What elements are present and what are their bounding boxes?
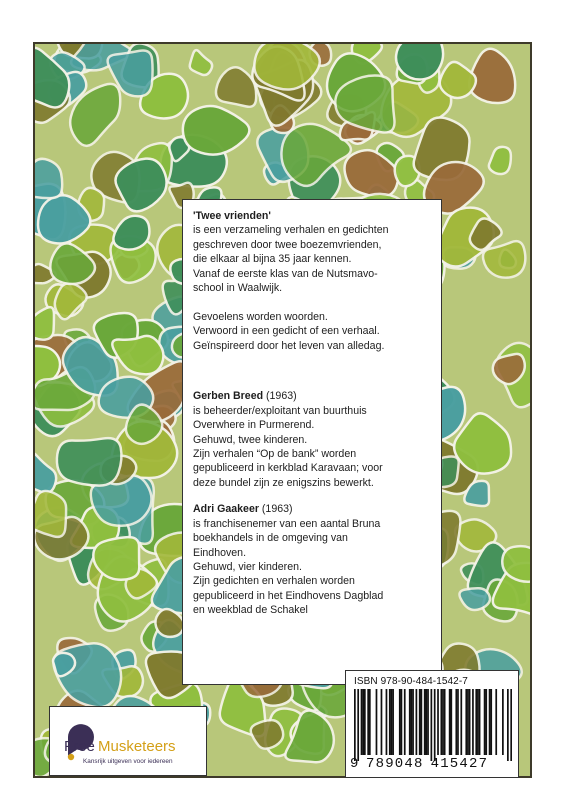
intro-line: school in Waalwijk. <box>193 282 283 295</box>
bio-line: is franchisenemer van een aantal Bruna <box>193 517 381 530</box>
ean-first-digit: 9 <box>350 756 359 772</box>
barcode-bar <box>426 689 428 755</box>
barcode-bar <box>389 689 391 755</box>
intro-line: is een verzameling verhalen en gedichten <box>193 224 389 237</box>
barcode-bar <box>421 689 423 755</box>
bio-line: boekhandels in de omgeving van <box>193 532 348 545</box>
barcode-bar <box>362 689 364 755</box>
pattern-blob <box>216 67 256 107</box>
brand-name-free: Free <box>64 738 95 755</box>
barcode-bar <box>419 689 421 755</box>
barcode-bar <box>381 689 383 755</box>
barcode-bar <box>357 689 359 761</box>
intro-line: die elkaar al bijna 35 jaar kennen. <box>193 253 352 266</box>
barcode-bar <box>455 689 457 755</box>
ean-digits <box>350 756 514 772</box>
barcode-bar <box>412 689 414 755</box>
cover-artwork <box>33 42 532 778</box>
barcode-bar <box>437 689 439 755</box>
barcode-bar <box>457 689 459 755</box>
isbn-number: ISBN 978-90-484-1542-7 <box>354 676 468 687</box>
ean-group-2: 415427 <box>430 756 489 772</box>
bio-line: Eindhoven. <box>193 546 247 559</box>
barcode-bar <box>411 689 413 755</box>
pattern-blob <box>251 720 283 749</box>
barcode-bar <box>485 689 487 755</box>
description-panel <box>182 199 442 685</box>
pattern-blob <box>183 106 250 155</box>
barcode-bar <box>502 689 504 755</box>
barcode-bar <box>467 689 469 755</box>
pattern-blob <box>489 147 511 174</box>
bio-line: Zijn verhalen “Op de bank” worden <box>193 448 357 461</box>
barcode-bar <box>510 689 512 761</box>
barcode-bar <box>475 689 477 755</box>
pattern-blob <box>440 62 476 98</box>
barcode-bar <box>367 689 369 755</box>
author-year: (1963) <box>263 390 297 403</box>
author-bio-gerben <box>193 389 431 490</box>
barcode-bar <box>495 689 497 755</box>
brand-name-musketeers: Musketeers <box>98 738 176 755</box>
pattern-blob <box>35 159 62 198</box>
barcode-bar <box>444 689 446 755</box>
bio-line: gepubliceerd in het Eindhovens Dagblad <box>193 589 384 602</box>
quote-line: Gevoelens worden woorden. <box>193 310 328 323</box>
quote-line: Geïnspireerd door het leven van alledag. <box>193 339 385 352</box>
pattern-blob <box>112 336 163 374</box>
barcode-bar <box>434 689 436 761</box>
publisher-logo-graphic <box>50 707 205 774</box>
barcode-bar <box>369 689 371 755</box>
barcode-bar <box>440 689 442 755</box>
pattern-blob <box>55 283 87 319</box>
book-title: 'Twee vrienden' <box>193 210 271 222</box>
bio-line: Gehuwd, vier kinderen. <box>193 560 302 573</box>
barcode-bar <box>386 689 388 755</box>
barcode-bar <box>416 689 418 755</box>
barcode-bar <box>469 689 471 755</box>
barcode-bar <box>442 689 444 755</box>
barcode-bar <box>490 689 492 755</box>
pattern-blob <box>35 491 66 537</box>
barcode-bar <box>392 689 394 755</box>
author-year: (1963) <box>258 503 293 516</box>
pattern-blob <box>459 588 490 610</box>
barcode-bars <box>354 689 512 761</box>
pattern-blob <box>57 438 122 486</box>
isbn-barcode-box <box>345 670 519 778</box>
publisher-logo <box>49 706 207 776</box>
barcode-bar <box>477 689 479 755</box>
author-bio-adri <box>193 502 431 617</box>
barcode-bar <box>376 689 378 755</box>
bio-line: deze bundel zijn ze enigszins bewerkt. <box>193 476 374 489</box>
bio-line: is beheerder/exploitant van buurthuis <box>193 404 367 417</box>
barcode-bar <box>449 689 451 755</box>
barcode-bar <box>404 689 406 755</box>
quote-text <box>193 310 431 353</box>
pattern-blob <box>469 49 515 103</box>
pattern-blob <box>396 44 443 79</box>
barcode-bar <box>465 689 467 755</box>
ean-group-1: 789048 <box>366 756 424 772</box>
barcode-bar <box>460 689 462 755</box>
bio-line: Zijn gedichten en verhalen worden <box>193 575 355 588</box>
barcode-bar <box>409 689 411 755</box>
barcode-bar <box>472 689 474 755</box>
publisher-tagline: Kansrijk uitgeven voor iedereen <box>83 758 173 765</box>
barcode-bar <box>401 689 403 755</box>
barcode-bar <box>361 689 363 755</box>
bio-line: Gehuwd, twee kinderen. <box>193 433 308 446</box>
pattern-blob <box>35 453 56 493</box>
author-name: Adri Gaakeer <box>193 503 259 516</box>
bio-line: Overwhere in Purmerend. <box>193 419 315 432</box>
pattern-blob <box>113 216 149 250</box>
intro-text <box>193 223 431 295</box>
barcode-bar <box>399 689 401 755</box>
intro-line: geschreven door twee boezemvrienden, <box>193 238 382 251</box>
intro-line: Vanaf de eerste klas van de Nutsmavo- <box>193 267 378 280</box>
author-name: Gerben Breed <box>193 390 264 403</box>
quote-line: Verwoord in een gedicht of een verhaal. <box>193 325 380 338</box>
barcode-bar <box>364 689 366 755</box>
barcode-bar <box>431 689 433 761</box>
barcode-bar <box>484 689 486 755</box>
barcode-bar <box>450 689 452 755</box>
barcode-bar <box>427 689 429 755</box>
bio-line: en weekblad de Schakel <box>193 604 308 617</box>
barcode-bar <box>489 689 491 755</box>
bio-line: gepubliceerd in kerkblad Karavaan; voor <box>193 462 383 475</box>
barcode-bar <box>507 689 509 761</box>
barcode-bar <box>354 689 356 761</box>
barcode-bar <box>424 689 426 755</box>
pattern-blob <box>190 50 212 75</box>
barcode-bar <box>479 689 481 755</box>
barcode-bar <box>391 689 393 755</box>
pattern-blob <box>35 307 54 340</box>
